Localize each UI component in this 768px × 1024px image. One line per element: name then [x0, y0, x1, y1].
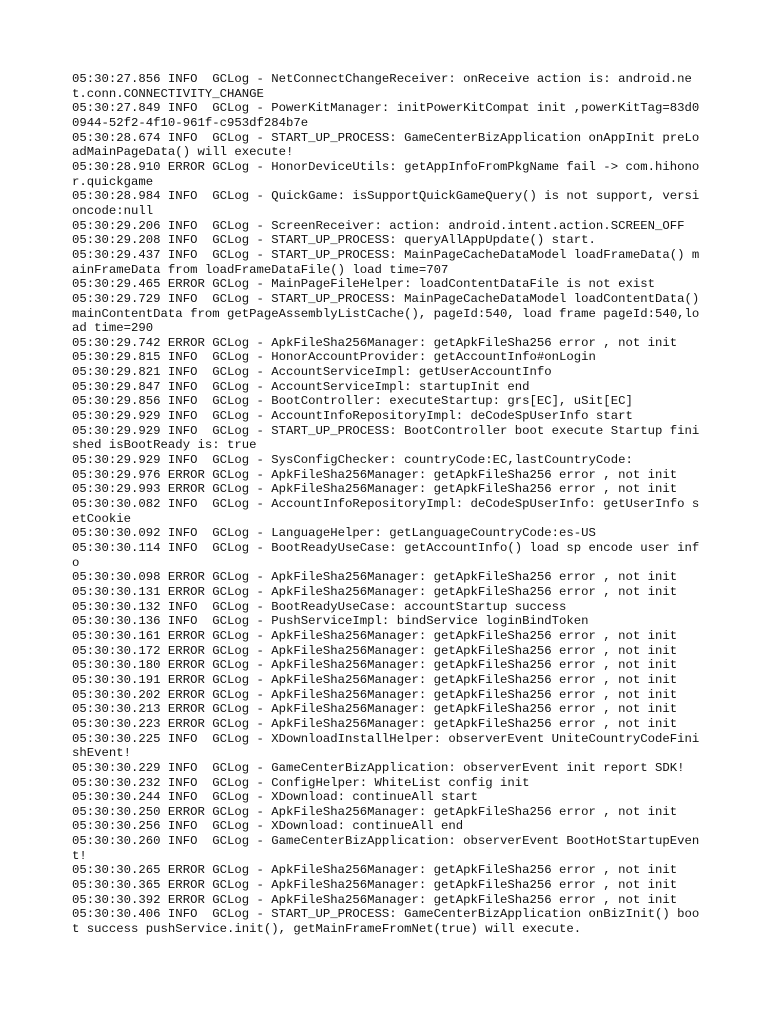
log-line: 05:30:29.976 ERROR GCLog - ApkFileSha256Manager: getApkFileSha256 error , not init [72, 467, 678, 482]
log-line: 05:30:30.265 ERROR GCLog - ApkFileSha256Manager: getApkFileSha256 error , not init [72, 863, 678, 878]
log-line: 05:30:30.244 INFO GCLog - XDownload: continueAll start [72, 790, 478, 805]
log-line: 05:30:30.098 ERROR GCLog - ApkFileSha256Manager: getApkFileSha256 error , not init [72, 570, 678, 585]
log-line: 05:30:30.406 INFO GCLog - START_UP_PROCESS: GameCenterBizApplication onBizInit() boot success pushService.init(), getMainFrameFromNet(true) will execute. [72, 907, 700, 937]
log-line: 05:30:29.465 ERROR GCLog - MainPageFileHelper: loadContentDataFile is not exist [72, 277, 655, 292]
log-line: 05:30:29.815 INFO GCLog - HonorAccountProvider: getAccountInfo#onLogin [72, 350, 596, 365]
log-line: 05:30:29.993 ERROR GCLog - ApkFileSha256Manager: getApkFileSha256 error , not init [72, 482, 678, 497]
log-line: 05:30:30.229 INFO GCLog - GameCenterBizApplication: observerEvent init report SDK! [72, 760, 685, 775]
log-line: 05:30:29.847 INFO GCLog - AccountServiceImpl: startupInit end [72, 379, 530, 394]
log-line: 05:30:30.250 ERROR GCLog - ApkFileSha256Manager: getApkFileSha256 error , not init [72, 804, 678, 819]
log-line: 05:30:29.206 INFO GCLog - ScreenReceiver: action: android.intent.action.SCREEN_OFF [72, 218, 685, 233]
log-line: 05:30:30.136 INFO GCLog - PushServiceImpl: bindService loginBindToken [72, 614, 589, 629]
log-line: 05:30:30.260 INFO GCLog - GameCenterBizApplication: observerEvent BootHotStartupEvent! [72, 834, 700, 863]
log-line: 05:30:30.172 ERROR GCLog - ApkFileSha256Manager: getApkFileSha256 error , not init [72, 643, 678, 658]
log-line: 05:30:29.929 INFO GCLog - START_UP_PROCESS: BootController boot execute Startup finished isBootReady is: true [72, 423, 700, 453]
log-line: 05:30:30.092 INFO GCLog - LanguageHelper: getLanguageCountryCode:es-US [72, 526, 596, 541]
log-line: 05:30:30.223 ERROR GCLog - ApkFileSha256Manager: getApkFileSha256 error , not init [72, 716, 678, 731]
log-line: 05:30:29.856 INFO GCLog - BootController: executeStartup: grs[EC], uSit[EC] [72, 394, 633, 409]
log-line: 05:30:29.929 INFO GCLog - AccountInfoRepositoryImpl: deCodeSpUserInfo start [72, 409, 633, 424]
log-line: 05:30:30.132 INFO GCLog - BootReadyUseCase: accountStartup success [72, 599, 567, 614]
log-line: 05:30:30.232 INFO GCLog - ConfigHelper: WhiteList config init [72, 775, 530, 790]
log-line: 05:30:30.114 INFO GCLog - BootReadyUseCase: getAccountInfo() load sp encode user info [72, 541, 700, 570]
log-line: 05:30:30.082 INFO GCLog - AccountInfoRepositoryImpl: deCodeSpUserInfo: getUserInfo setCookie [72, 497, 700, 526]
log-line: 05:30:30.256 INFO GCLog - XDownload: continueAll end [72, 819, 464, 834]
log-document [72, 72, 707, 937]
log-line: 05:30:27.856 INFO GCLog - NetConnectChangeReceiver: onReceive action is: android.net.conn.CONNECTIVITY_CHANGE [72, 72, 692, 101]
log-line: 05:30:28.984 INFO GCLog - QuickGame: isSupportQuickGameQuery() is not support, versioncode:null [72, 189, 700, 218]
log-line: 05:30:30.161 ERROR GCLog - ApkFileSha256Manager: getApkFileSha256 error , not init [72, 628, 678, 643]
log-line: 05:30:29.929 INFO GCLog - SysConfigChecker: countryCode:EC,lastCountryCode: [72, 453, 633, 468]
log-line: 05:30:30.131 ERROR GCLog - ApkFileSha256Manager: getApkFileSha256 error , not init [72, 584, 678, 599]
log-line: 05:30:30.225 INFO GCLog - XDownloadInstallHelper: observerEvent UniteCountryCodeFinishEvent! [72, 731, 700, 761]
log-line: 05:30:29.729 INFO GCLog - START_UP_PROCESS: MainPageCacheDataModel loadContentData() mainContentData from getPageAssemblyListCache(), pageId:540, load frame pageId:540,load time=290 [72, 291, 707, 336]
log-line: 05:30:29.437 INFO GCLog - START_UP_PROCESS: MainPageCacheDataModel loadFrameData() mainFrameData from loadFrameDataFile() load time=707 [72, 247, 700, 277]
log-line: 05:30:29.208 INFO GCLog - START_UP_PROCESS: queryAllAppUpdate() start. [72, 233, 596, 248]
log-line: 05:30:29.742 ERROR GCLog - ApkFileSha256Manager: getApkFileSha256 error , not init [72, 335, 678, 350]
log-line: 05:30:27.849 INFO GCLog - PowerKitManager: initPowerKitCompat init ,powerKitTag=83d00944-52f2-4f10-961f-c953df284b7e [72, 101, 700, 130]
log-line: 05:30:30.202 ERROR GCLog - ApkFileSha256Manager: getApkFileSha256 error , not init [72, 687, 678, 702]
log-line: 05:30:28.910 ERROR GCLog - HonorDeviceUtils: getAppInfoFromPkgName fail -> com.hihonor.quickgame [72, 159, 700, 189]
log-line: 05:30:30.392 ERROR GCLog - ApkFileSha256Manager: getApkFileSha256 error , not init [72, 892, 678, 907]
log-line: 05:30:28.674 INFO GCLog - START_UP_PROCESS: GameCenterBizApplication onAppInit preLoadMainPageData() will execute! [72, 130, 700, 160]
log-line: 05:30:30.191 ERROR GCLog - ApkFileSha256Manager: getApkFileSha256 error , not init [72, 672, 678, 687]
log-line: 05:30:30.365 ERROR GCLog - ApkFileSha256Manager: getApkFileSha256 error , not init [72, 878, 678, 893]
log-line: 05:30:30.180 ERROR GCLog - ApkFileSha256Manager: getApkFileSha256 error , not init [72, 658, 678, 673]
log-line: 05:30:30.213 ERROR GCLog - ApkFileSha256Manager: getApkFileSha256 error , not init [72, 702, 678, 717]
log-line: 05:30:29.821 INFO GCLog - AccountServiceImpl: getUserAccountInfo [72, 365, 552, 380]
